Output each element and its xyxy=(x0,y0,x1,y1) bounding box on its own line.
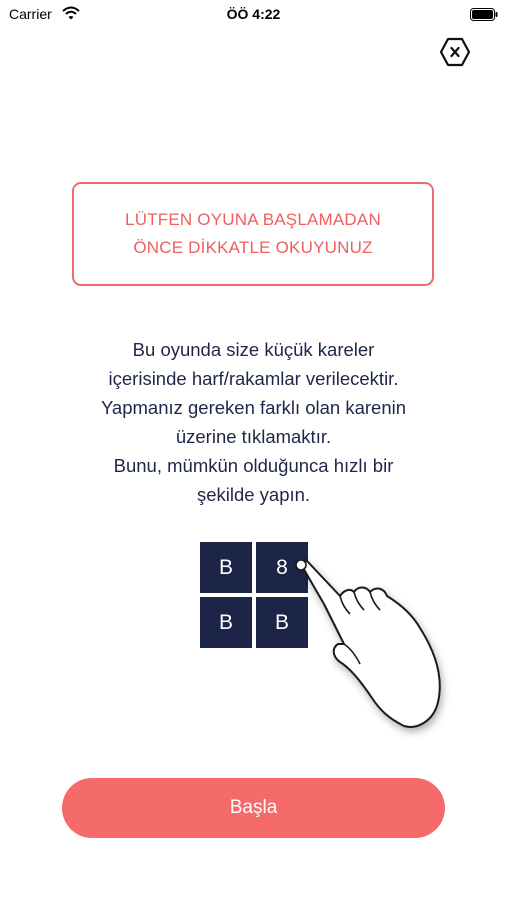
notice-line-1: LÜTFEN OYUNA BAŞLAMADAN xyxy=(125,210,381,229)
notice-line-2: ÖNCE DİKKATLE OKUYUNUZ xyxy=(133,238,373,257)
instruction-line: Bunu, mümkün olduğunca hızlı bir xyxy=(113,455,394,476)
start-button[interactable] xyxy=(62,778,445,838)
notice-box xyxy=(72,182,434,286)
example-tile-different: 8 xyxy=(256,542,308,593)
instruction-line: Bu oyunda size küçük kareler xyxy=(132,339,375,360)
instruction-line: üzerine tıklamaktır. xyxy=(175,426,332,447)
hand-pointer-icon xyxy=(288,552,458,742)
example-tile: B xyxy=(256,597,308,648)
notice-text xyxy=(125,206,381,262)
instruction-line: Yapmanız gereken farklı olan karenin xyxy=(100,397,407,418)
instruction-line: şekilde yapın. xyxy=(196,484,311,505)
status-time: ÖÖ 4:22 xyxy=(226,6,281,22)
start-button-label: Başla xyxy=(229,797,278,818)
instruction-line: içerisinde harf/rakamlar verilecektir. xyxy=(108,368,399,389)
carrier-label: Carrier xyxy=(9,6,52,22)
example-tile: B xyxy=(200,542,252,593)
battery-icon xyxy=(470,8,498,26)
example-tile: B xyxy=(200,597,252,648)
instructions-text xyxy=(40,335,467,509)
close-button[interactable] xyxy=(439,37,471,67)
status-bar xyxy=(0,0,507,28)
close-icon xyxy=(439,37,471,67)
